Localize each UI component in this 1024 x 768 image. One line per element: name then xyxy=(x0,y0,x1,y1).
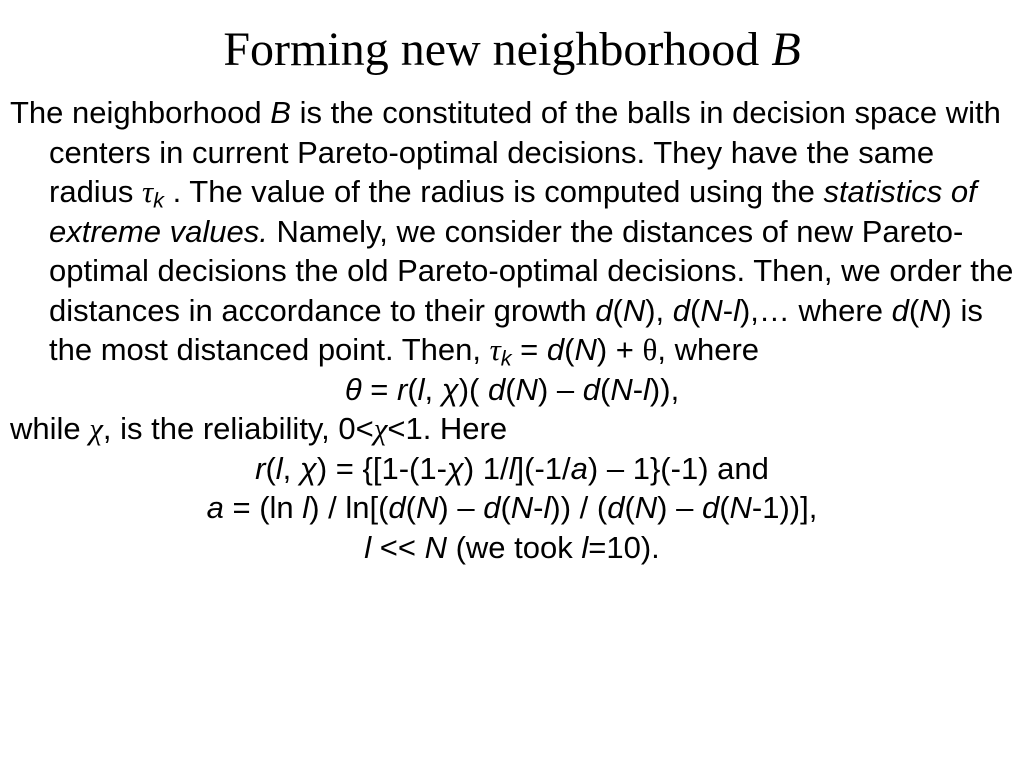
text-run: ) / ln[( xyxy=(309,490,389,525)
text-run: while xyxy=(10,411,90,446)
text-run: ) – 1}(-1) and xyxy=(587,450,769,486)
math-symbol-chi: χ xyxy=(373,411,388,446)
text-run: - xyxy=(632,371,644,407)
math-var: d xyxy=(483,490,501,525)
math-var: l xyxy=(508,450,516,486)
math-subscript: k xyxy=(153,187,164,213)
math-var: N xyxy=(515,371,538,407)
math-var: χ xyxy=(299,450,317,486)
title-text: Forming new neighborhood xyxy=(223,23,772,76)
text-run: ( xyxy=(500,490,511,525)
text-run: )( xyxy=(458,371,488,407)
text-run: )) / ( xyxy=(550,490,608,525)
text-run: = xyxy=(361,371,397,407)
equation-theta xyxy=(10,370,1014,410)
paragraph-neighborhood xyxy=(10,93,1014,370)
last-line xyxy=(10,528,1014,568)
text-run: - xyxy=(533,490,544,525)
math-var: N xyxy=(700,292,723,328)
math-var: l xyxy=(364,529,372,565)
text-run: The neighborhood xyxy=(10,95,271,130)
math-var: N xyxy=(622,292,646,328)
math-var: a xyxy=(570,450,588,486)
title-variable: B xyxy=(771,23,801,76)
math-var: N xyxy=(416,490,439,525)
text-run: ( xyxy=(908,292,920,328)
math-var: d xyxy=(388,490,406,525)
math-var: d xyxy=(891,292,909,328)
math-var: θ xyxy=(344,371,362,407)
text-run: ) + xyxy=(596,332,643,367)
math-var: d xyxy=(487,371,506,407)
math-var: N xyxy=(610,371,633,407)
math-symbol-theta: θ xyxy=(642,332,658,367)
text-run: , xyxy=(424,371,442,407)
text-run: is the constituted of the balls in decision space with centers in current Pareto-optimal decisions. They have the same radius xyxy=(49,95,1001,209)
math-var: l xyxy=(581,529,589,565)
math-var: χ xyxy=(441,371,459,407)
text-run: ) – xyxy=(537,371,583,407)
text-run: ( xyxy=(265,450,276,486)
text-run: , is the reliability, 0< xyxy=(102,411,374,446)
text-run: , where xyxy=(657,332,760,367)
math-var: N xyxy=(634,490,658,525)
math-var: r xyxy=(396,371,408,407)
math-var: d xyxy=(582,371,600,407)
text-run: ](-1/ xyxy=(515,450,571,486)
math-symbol-tau: τ xyxy=(489,332,501,367)
text-run: -1))], xyxy=(751,490,818,525)
math-var: l xyxy=(643,371,650,407)
text-run: ), xyxy=(645,292,673,328)
text-run: , xyxy=(282,450,300,486)
math-var: N xyxy=(729,490,752,525)
text-run: (we took xyxy=(446,529,582,565)
math-var: d xyxy=(546,332,565,367)
text-run: ( xyxy=(624,490,635,525)
text-run: ( xyxy=(690,292,701,328)
math-subscript: k xyxy=(500,345,512,371)
math-symbol-chi: χ xyxy=(89,411,103,446)
text-run: - xyxy=(722,292,734,328)
text-run: ) – xyxy=(438,490,484,525)
while-line xyxy=(10,409,1014,449)
text-run: = xyxy=(511,332,547,367)
text-run: ) is the most distanced point. Then, xyxy=(49,292,983,367)
slide-body xyxy=(10,93,1014,567)
text-run: ( xyxy=(505,371,516,407)
math-var: l xyxy=(543,490,551,525)
text-run: ( xyxy=(612,292,623,328)
math-var: N xyxy=(919,292,942,328)
math-var: l xyxy=(417,371,425,407)
math-symbol-tau: τ xyxy=(142,174,154,209)
text-run: )), xyxy=(649,371,680,407)
math-var: d xyxy=(595,292,613,328)
text-run: ( xyxy=(719,490,730,525)
text-run: Namely, we consider the distances of new Pareto-optimal decisions the old Pareto-optimal decisions. Then, we order the distances in accordance to their growth xyxy=(49,213,1014,328)
math-var: B xyxy=(270,95,291,130)
text-run: . The value of the radius is computed using the xyxy=(164,174,824,209)
text-run: ) = {[1-(1- xyxy=(316,450,447,486)
text-run: ) 1/ xyxy=(463,450,509,486)
text-run: =10). xyxy=(588,529,660,565)
math-var: N xyxy=(424,529,447,565)
text-run: ) – xyxy=(657,490,702,525)
math-var: l xyxy=(302,490,310,525)
text-run: ( xyxy=(405,490,416,525)
math-var: N xyxy=(574,332,597,367)
math-var: N xyxy=(510,490,534,525)
text-run: ( xyxy=(599,371,611,407)
math-var: d xyxy=(672,292,691,328)
text-run: << xyxy=(371,529,425,565)
math-var: r xyxy=(255,450,266,486)
math-var: d xyxy=(701,490,720,525)
text-run: <1. Here xyxy=(387,411,508,446)
text-run: ),… where xyxy=(739,292,892,328)
equation-r xyxy=(10,449,1014,489)
text-run: ( xyxy=(407,371,418,407)
math-var: a xyxy=(206,490,224,525)
text-run: ( xyxy=(564,332,575,367)
math-var: l xyxy=(275,450,283,486)
math-var: d xyxy=(607,490,625,525)
text-run: = (ln xyxy=(223,490,303,525)
slide-title xyxy=(0,20,1024,80)
italic-phrase: statistics of extreme values. xyxy=(49,174,977,249)
math-var: χ xyxy=(446,450,464,486)
math-var: l xyxy=(733,292,740,328)
equation-a xyxy=(10,488,1014,528)
